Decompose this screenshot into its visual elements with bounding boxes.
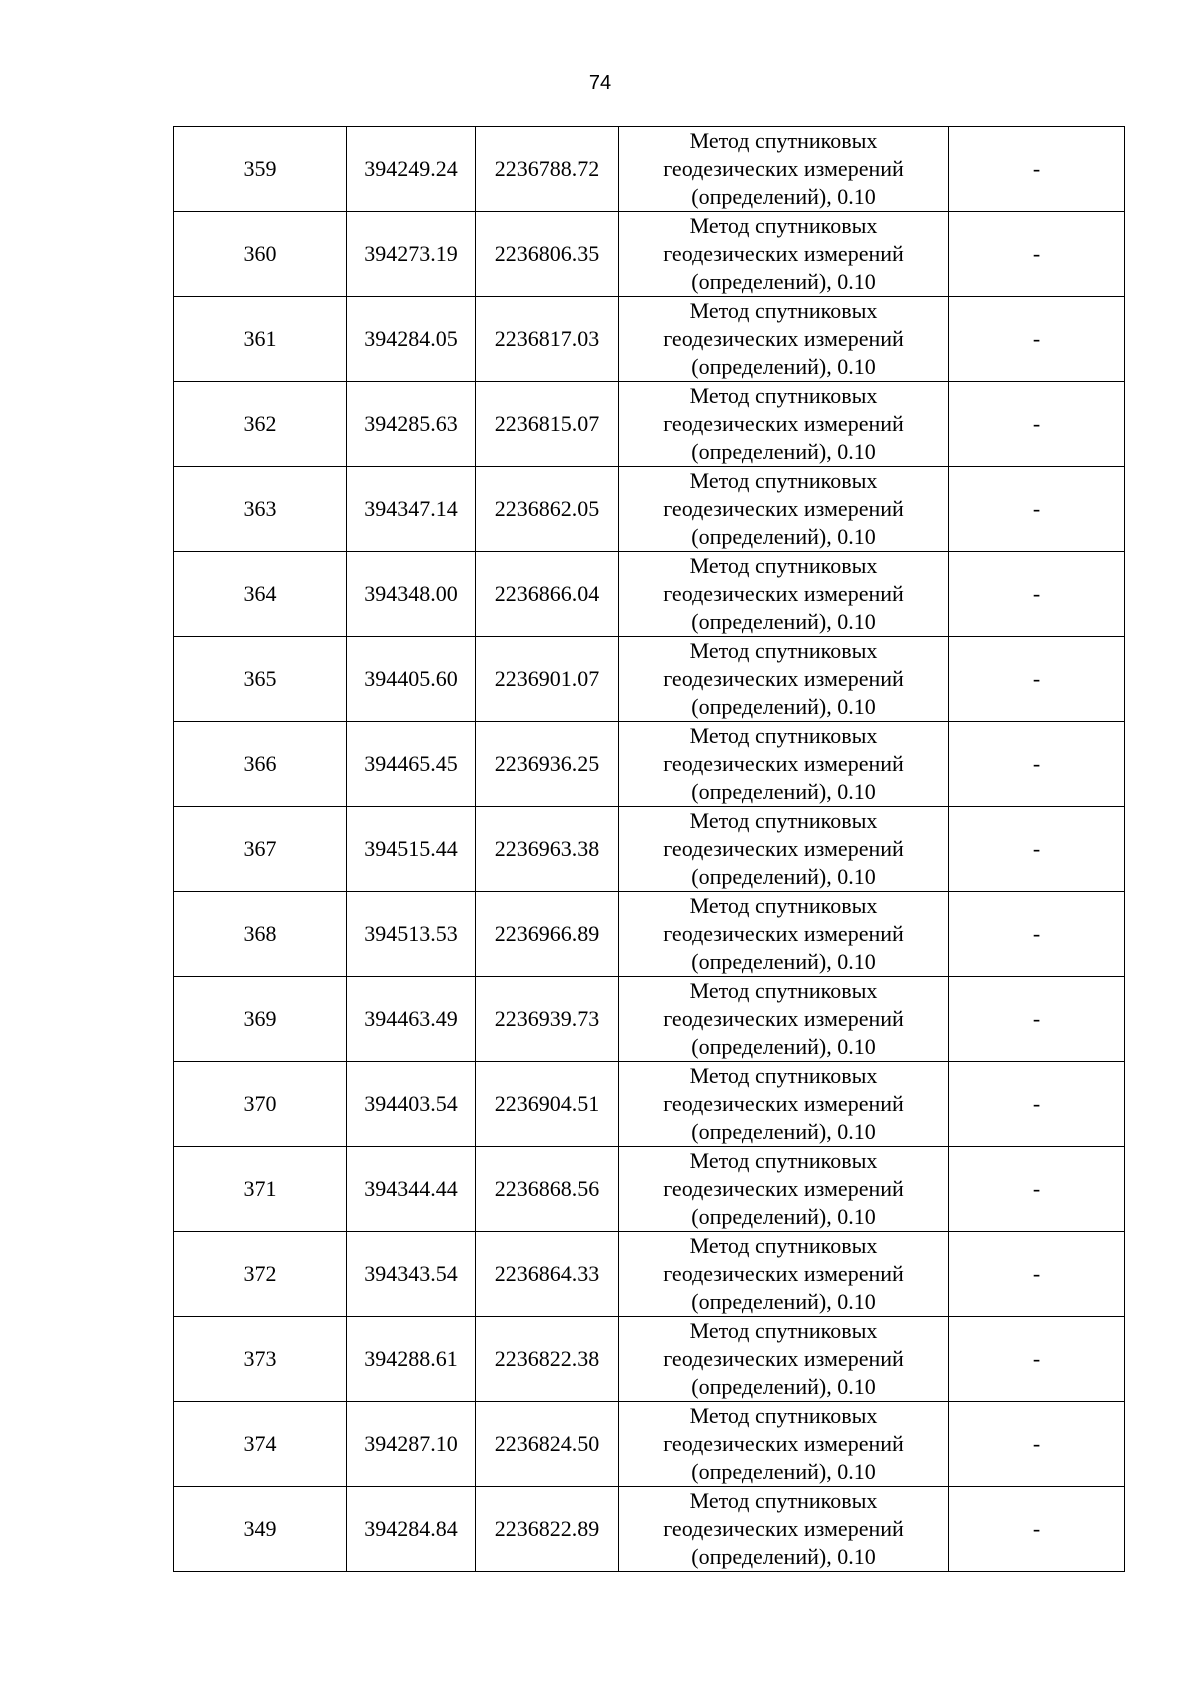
point-number-cell: 368: [174, 892, 347, 977]
y-coordinate-cell: 2236901.07: [476, 637, 619, 722]
table-row: [174, 1402, 1125, 1487]
x-coordinate-cell: 394515.44: [347, 807, 476, 892]
x-coordinate-cell: 394284.84: [347, 1487, 476, 1572]
method-text-line: геодезических измерений: [663, 921, 904, 946]
method-text-line: Метод спутниковых: [689, 1063, 878, 1088]
x-coordinate-cell: 394344.44: [347, 1147, 476, 1232]
table-row: [174, 127, 1125, 212]
method-text-line: геодезических измерений: [663, 156, 904, 181]
y-coordinate-cell: 2236864.33: [476, 1232, 619, 1317]
table-row: [174, 1487, 1125, 1572]
method-text-line: Метод спутниковых: [689, 808, 878, 833]
table-row: [174, 892, 1125, 977]
point-number-cell: 359: [174, 127, 347, 212]
method-text-line: Метод спутниковых: [689, 553, 878, 578]
method-text-line: Метод спутниковых: [689, 468, 878, 493]
method-text-line: (определений), 0.10: [691, 1459, 876, 1484]
coordinates-table-body: [174, 127, 1125, 1572]
table-row: [174, 1317, 1125, 1402]
point-number-cell: 362: [174, 382, 347, 467]
method-cell: [619, 127, 949, 212]
method-text-line: геодезических измерений: [663, 1431, 904, 1456]
method-cell: [619, 1402, 949, 1487]
note-cell: -: [949, 1487, 1125, 1572]
method-cell: [619, 637, 949, 722]
method-text-line: геодезических измерений: [663, 1261, 904, 1286]
table-row: [174, 212, 1125, 297]
point-number-cell: 360: [174, 212, 347, 297]
y-coordinate-cell: 2236815.07: [476, 382, 619, 467]
note-cell: -: [949, 1402, 1125, 1487]
method-text-line: Метод спутниковых: [689, 1233, 878, 1258]
method-text-line: (определений), 0.10: [691, 864, 876, 889]
method-cell: [619, 212, 949, 297]
note-cell: -: [949, 127, 1125, 212]
note-cell: -: [949, 1317, 1125, 1402]
note-cell: -: [949, 467, 1125, 552]
y-coordinate-cell: 2236822.89: [476, 1487, 619, 1572]
x-coordinate-cell: 394348.00: [347, 552, 476, 637]
x-coordinate-cell: 394273.19: [347, 212, 476, 297]
method-text-line: Метод спутниковых: [689, 893, 878, 918]
point-number-cell: 363: [174, 467, 347, 552]
method-text-line: (определений), 0.10: [691, 269, 876, 294]
note-cell: -: [949, 807, 1125, 892]
point-number-cell: 374: [174, 1402, 347, 1487]
method-text-line: Метод спутниковых: [689, 1148, 878, 1173]
method-text-line: геодезических измерений: [663, 1176, 904, 1201]
method-cell: [619, 467, 949, 552]
point-number-cell: 370: [174, 1062, 347, 1147]
table-row: [174, 1232, 1125, 1317]
x-coordinate-cell: 394285.63: [347, 382, 476, 467]
point-number-cell: 349: [174, 1487, 347, 1572]
method-text-line: Метод спутниковых: [689, 1488, 878, 1513]
method-text-line: (определений), 0.10: [691, 354, 876, 379]
table-row: [174, 977, 1125, 1062]
x-coordinate-cell: 394284.05: [347, 297, 476, 382]
method-cell: [619, 1147, 949, 1232]
method-text-line: Метод спутниковых: [689, 723, 878, 748]
point-number-cell: 373: [174, 1317, 347, 1402]
x-coordinate-cell: 394513.53: [347, 892, 476, 977]
method-text-line: (определений), 0.10: [691, 1119, 876, 1144]
y-coordinate-cell: 2236868.56: [476, 1147, 619, 1232]
method-text-line: (определений), 0.10: [691, 184, 876, 209]
method-text-line: (определений), 0.10: [691, 1544, 876, 1569]
note-cell: -: [949, 977, 1125, 1062]
method-cell: [619, 977, 949, 1062]
table-row: [174, 807, 1125, 892]
y-coordinate-cell: 2236817.03: [476, 297, 619, 382]
point-number-cell: 369: [174, 977, 347, 1062]
table-row: [174, 382, 1125, 467]
point-number-cell: 364: [174, 552, 347, 637]
x-coordinate-cell: 394463.49: [347, 977, 476, 1062]
method-text-line: геодезических измерений: [663, 411, 904, 436]
method-cell: [619, 1232, 949, 1317]
method-text-line: Метод спутниковых: [689, 1403, 878, 1428]
y-coordinate-cell: 2236963.38: [476, 807, 619, 892]
note-cell: -: [949, 1147, 1125, 1232]
point-number-cell: 361: [174, 297, 347, 382]
note-cell: -: [949, 382, 1125, 467]
y-coordinate-cell: 2236788.72: [476, 127, 619, 212]
coordinates-table: [173, 126, 1125, 1572]
note-cell: -: [949, 297, 1125, 382]
table-row: [174, 297, 1125, 382]
x-coordinate-cell: 394288.61: [347, 1317, 476, 1402]
method-text-line: геодезических измерений: [663, 1516, 904, 1541]
y-coordinate-cell: 2236822.38: [476, 1317, 619, 1402]
x-coordinate-cell: 394405.60: [347, 637, 476, 722]
method-cell: [619, 382, 949, 467]
y-coordinate-cell: 2236904.51: [476, 1062, 619, 1147]
table-row: [174, 722, 1125, 807]
method-cell: [619, 1487, 949, 1572]
method-text-line: Метод спутниковых: [689, 978, 878, 1003]
method-cell: [619, 1317, 949, 1402]
method-text-line: Метод спутниковых: [689, 383, 878, 408]
method-text-line: Метод спутниковых: [689, 128, 878, 153]
method-text-line: (определений), 0.10: [691, 609, 876, 634]
y-coordinate-cell: 2236866.04: [476, 552, 619, 637]
note-cell: -: [949, 212, 1125, 297]
x-coordinate-cell: 394287.10: [347, 1402, 476, 1487]
x-coordinate-cell: 394343.54: [347, 1232, 476, 1317]
table-row: [174, 467, 1125, 552]
method-text-line: (определений), 0.10: [691, 1204, 876, 1229]
method-text-line: геодезических измерений: [663, 1091, 904, 1116]
method-cell: [619, 552, 949, 637]
method-text-line: геодезических измерений: [663, 581, 904, 606]
method-cell: [619, 297, 949, 382]
note-cell: -: [949, 892, 1125, 977]
method-text-line: геодезических измерений: [663, 836, 904, 861]
method-text-line: (определений), 0.10: [691, 694, 876, 719]
method-text-line: (определений), 0.10: [691, 1289, 876, 1314]
method-text-line: геодезических измерений: [663, 751, 904, 776]
method-text-line: геодезических измерений: [663, 496, 904, 521]
method-text-line: Метод спутниковых: [689, 213, 878, 238]
method-text-line: Метод спутниковых: [689, 638, 878, 663]
method-text-line: геодезических измерений: [663, 1006, 904, 1031]
note-cell: -: [949, 1062, 1125, 1147]
table-row: [174, 637, 1125, 722]
point-number-cell: 366: [174, 722, 347, 807]
point-number-cell: 372: [174, 1232, 347, 1317]
note-cell: -: [949, 1232, 1125, 1317]
note-cell: -: [949, 637, 1125, 722]
method-text-line: (определений), 0.10: [691, 779, 876, 804]
y-coordinate-cell: 2236936.25: [476, 722, 619, 807]
method-cell: [619, 722, 949, 807]
y-coordinate-cell: 2236966.89: [476, 892, 619, 977]
table-row: [174, 552, 1125, 637]
note-cell: -: [949, 722, 1125, 807]
page-number: 74: [588, 72, 612, 94]
method-cell: [619, 1062, 949, 1147]
method-cell: [619, 807, 949, 892]
y-coordinate-cell: 2236939.73: [476, 977, 619, 1062]
y-coordinate-cell: 2236824.50: [476, 1402, 619, 1487]
table-row: [174, 1147, 1125, 1232]
x-coordinate-cell: 394249.24: [347, 127, 476, 212]
y-coordinate-cell: 2236862.05: [476, 467, 619, 552]
method-text-line: геодезических измерений: [663, 1346, 904, 1371]
method-text-line: (определений), 0.10: [691, 949, 876, 974]
method-text-line: (определений), 0.10: [691, 524, 876, 549]
method-text-line: (определений), 0.10: [691, 1034, 876, 1059]
point-number-cell: 371: [174, 1147, 347, 1232]
method-text-line: (определений), 0.10: [691, 1374, 876, 1399]
method-text-line: Метод спутниковых: [689, 1318, 878, 1343]
note-cell: -: [949, 552, 1125, 637]
x-coordinate-cell: 394465.45: [347, 722, 476, 807]
method-cell: [619, 892, 949, 977]
method-text-line: геодезических измерений: [663, 241, 904, 266]
x-coordinate-cell: 394347.14: [347, 467, 476, 552]
method-text-line: (определений), 0.10: [691, 439, 876, 464]
y-coordinate-cell: 2236806.35: [476, 212, 619, 297]
point-number-cell: 365: [174, 637, 347, 722]
method-text-line: геодезических измерений: [663, 666, 904, 691]
method-text-line: геодезических измерений: [663, 326, 904, 351]
point-number-cell: 367: [174, 807, 347, 892]
method-text-line: Метод спутниковых: [689, 298, 878, 323]
table-row: [174, 1062, 1125, 1147]
x-coordinate-cell: 394403.54: [347, 1062, 476, 1147]
